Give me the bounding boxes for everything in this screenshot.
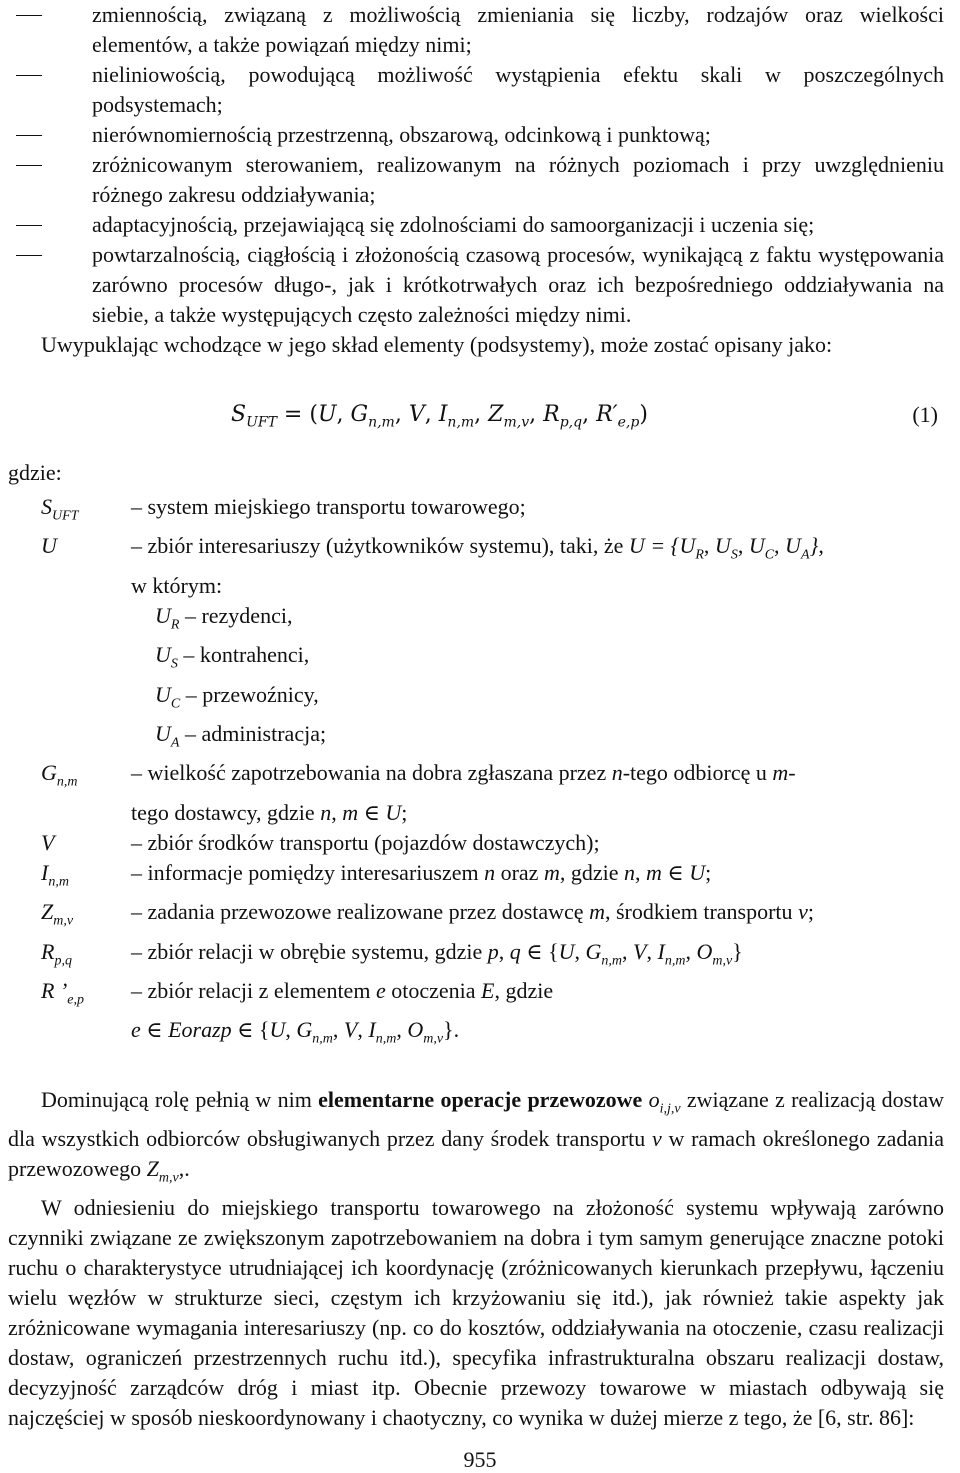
definition-text: $U_A$ – administracja; (155, 720, 327, 751)
definition-text: – zbiór środków transportu (pojazdów dostawczych); (131, 829, 600, 855)
definition-text: – wielkość zapotrzebowania na dobra zgłaszana przez n-tego odbiorcę u m- (131, 760, 796, 786)
system-formula: $S_{UFT} = (U$, $G_{n,m}$, V, $I_{n,m}$, $Z_{m,v}$, $R_{p,q}$, $R'_{e,p}$) (231, 402, 648, 431)
paragraph-complexity: W odniesieniu do miejskiego transportu towarowego na złożoność systemu wpływają zarówno czynniki związane ze zwiększonym zapotrzebowaniem na dobra i tym samym generujące znaczne potoki ruchu o charakterystyce utrudniającej ich koordynację (zróżnicowanych kierunkach przepływu, łączeniu wielu węzłów w strukturze sieci, częstym ich krzyżowaniu się itd.), jak również takie aspekty jak zróżnicowane wymagania interesariuszy (np. co do kosztów, oddziaływania na otoczenie, czasu realizacji dostaw, ograniczeń przestrzennych ruchu itd.), specyfika infrastrukturalna obszaru realizacji dostaw, decyzyjność zarządców dróg i miast itp. Obecnie przewozy towarowe w miastach odbywają się najczęściej w sposób nieskoordynowany i chaotyczny, co wynika w dużej mierze z tego, że [6, str. 86]: (8, 1195, 944, 1431)
where-label: gdzie: (8, 460, 62, 485)
definition-text: tego dostawcy, gdzie n, m ∈ U; (131, 799, 408, 825)
definition-text: e ∈ Eorazp ∈ {U, $G_{n,m}$, V, $I_{n,m}$, $O_{m,v}$}. (131, 1017, 460, 1047)
definition-symbol (8, 680, 98, 719)
list-item: zróżnicowanym sterowaniem, realizowanym na różnych poziomach i przy uwzględnieniu różnego zakresu oddziaływania; (92, 150, 944, 210)
definition-symbol: $G_{n,m}$ (41, 760, 78, 790)
equation-row (8, 388, 944, 448)
definition-symbol (8, 601, 98, 640)
definition-text: – zadania przewozowe realizowane przez dostawcę m, środkiem transportu v; (131, 899, 814, 925)
definition-text: $U_C$ – przewoźnicy, (155, 681, 319, 711)
definition-symbol: R $’_{e,p}$ (41, 977, 84, 1008)
definition-symbol: $R_{p,q}$ (41, 938, 72, 968)
definition-text: – zbiór interesariuszy (użytkowników systemu), taki, że $U = \{U_R$, $U_S$, $U_C$, $U_A$}, (131, 533, 824, 563)
definition-text: – zbiór relacji z elementem e otoczenia E, gdzie (131, 977, 554, 1003)
definition-text: w którym: (131, 572, 223, 598)
definition-symbol (8, 719, 98, 758)
definition-symbol: $Z_{m,v}$ (41, 899, 74, 929)
list-item: nieliniowością, powodującą możliwość wystąpienia efektu skali w poszczególnych podsystemach; (92, 60, 944, 120)
list-item: adaptacyjnością, przejawiającą się zdolnościami do samoorganizacji i uczenia się; (92, 210, 944, 240)
definition-symbol (8, 1015, 98, 1054)
definition-text: $U_R$ – rezydenci, (155, 602, 293, 633)
definition-symbol: $S_{UFT}$ (41, 494, 79, 524)
list-item: zmiennością, związaną z możliwością zmieniania się liczby, rodzajów oraz wielkości elementów, a także powiązań między nimi; (92, 0, 944, 60)
definition-text: – system miejskiego transportu towarowego; (131, 494, 526, 519)
definition-symbol (8, 571, 98, 601)
paragraph-dominant-role: Dominującą rolę pełnią w nim elementarne operacje przewozowe $o_{i,j,v}$ związane z realizacją dostaw dla wszystkich odbiorców obsługiwanych przez dany środek transportu v w ramach określonego zadania przewozowego $Z_{m,v}$,. (8, 1086, 944, 1186)
definition-symbol: V (41, 829, 55, 855)
page-number: 955 (463, 1447, 497, 1472)
definition-symbol: U (41, 533, 57, 559)
list-item: powtarzalnością, ciągłością i złożonością czasową procesów, wynikającą z faktu występowania zarówno procesów długo-, jak i krótkotrwałych oraz ich bezpośredniego oddziaływania na siebie, a także występujących często zależności między nimi. (92, 240, 944, 330)
equation-number: (1) (912, 402, 938, 427)
definition-text: – informacje pomiędzy interesariuszem n oraz m, gdzie n, m ∈ U; (131, 859, 712, 885)
list-item: nierównomiernością przestrzenną, obszarową, odcinkową i punktową; (92, 120, 944, 150)
definition-symbol: $I_{n,m}$ (41, 859, 69, 890)
body-text (8, 1085, 944, 1434)
intro-paragraph: Uwypuklając wchodzące w jego skład elementy (podsystemy), może zostać opisany jako: (41, 332, 833, 357)
definition-symbol (8, 640, 98, 679)
definition-text: $U_S$ – kontrahenci, (155, 642, 310, 672)
definitions-list (8, 492, 944, 1055)
definition-text: – zbiór relacji w obrębie systemu, gdzie p, q ∈ {U, $G_{n,m}$, V, $I_{n,m}$, $O_{m,v}$} (131, 938, 743, 968)
definition-symbol (8, 798, 98, 828)
feature-list (8, 0, 944, 330)
